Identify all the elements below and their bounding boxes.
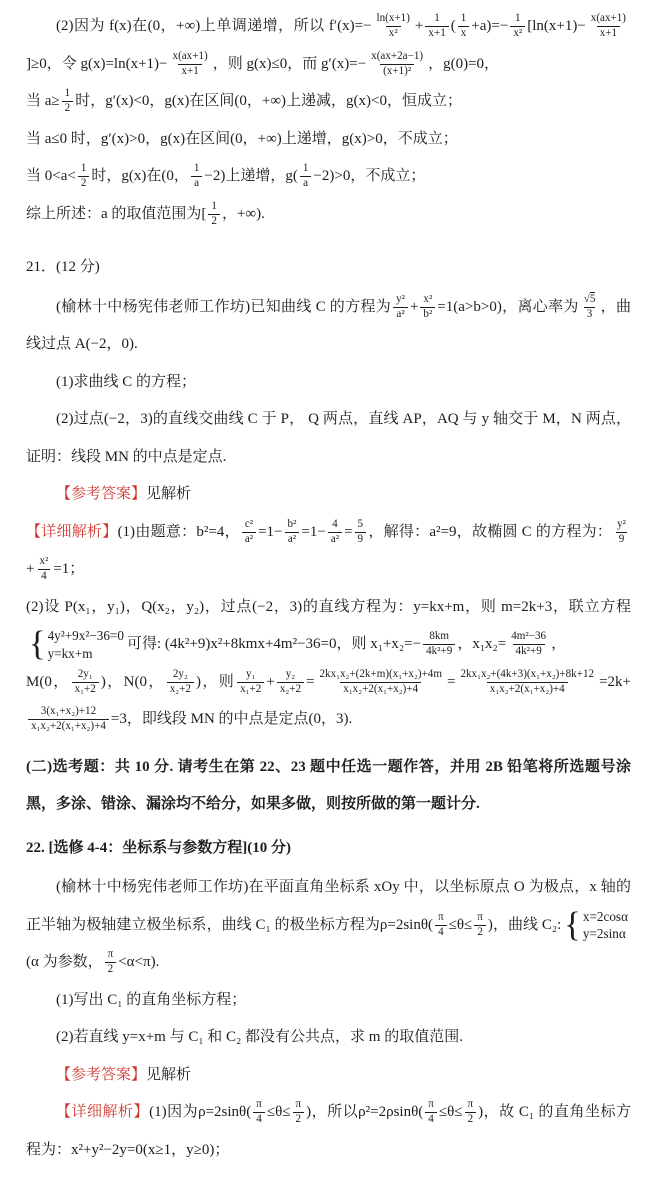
text-run: )，曲线 C₂: [487,916,562,933]
text-run: )，故 C₁ 的直角坐标方程为：x²+y²−2y=0(x≥1，y≥0)； [26,1104,631,1158]
fraction: $\frac{\pi}{2}$ [465,1098,477,1127]
cases-system [564,905,628,944]
text-run: M(0， [26,673,70,690]
text-run: )，所以ρ²=2ρsinθ( [306,1104,424,1120]
q21-analysis-p1 [26,514,631,589]
fraction: $\frac{\text{c²}}{\text{a²}}$ [242,518,256,547]
fraction: $\frac{\text{x²}}{4}$ [39,555,49,583]
fraction: $\frac{5}{9}$ [355,518,367,547]
text-run: ≤θ≤ [448,916,473,933]
fraction: $\frac{\text{2kx₁x₂+(4k+3)(x₁+x₂)+8k+12}}{\text{x₁x₂+2(x₁+x₂)+4}}$ [460,667,595,695]
text-run: 当 a≥ [26,93,60,109]
fraction: $\frac{1}{\text{x²}}$ [510,12,525,41]
fraction: $\frac{x(ax+2a-1)}{\text{(x+1)²}}$ [371,49,424,77]
fraction: $\frac{1}{a}$ [191,162,203,191]
text-run: 时，g(x)在(0， [91,168,189,184]
text-run: = [306,673,315,690]
text-run: + [266,673,275,690]
fraction: $\frac{8km}{\text{4k²+9}}$ [423,630,455,659]
fraction: $\frac{\pi}{2}$ [474,911,486,940]
fraction: $\frac{\pi}{4}$ [425,1098,437,1127]
cases-system [29,625,124,664]
fraction: $\frac{√5}{3}$ [583,292,596,320]
text-run: ≤θ≤ [438,1104,463,1120]
text-run: 见解析 [146,1066,192,1083]
answer-label: 【参考答案】 [56,486,147,502]
fraction: $\frac{1}{2}$ [208,200,220,229]
text-run: =1； [53,561,85,577]
fraction: $\frac{1}{x}$ [458,12,470,41]
fraction: $\frac{1}{x+1}$ [425,12,448,41]
text-run: (1)求曲线 C 的方程； [56,373,196,390]
text-run: ，+∞). [221,205,265,222]
case-a-le-zero [26,121,631,159]
text-run: (1)因为ρ=2sinθ( [149,1104,252,1120]
text-run: + [414,18,424,34]
text-run: 21．(12 分) [26,259,100,275]
fraction: $\frac{\text{2y₂}}{\text{x₂+2}}$ [167,668,194,697]
cases-row: y=kx+m [47,645,93,661]
text-run: ≤θ≤ [266,1104,291,1120]
text-run: )，N(0， [100,673,165,690]
text-run: ， [551,636,567,652]
fraction: $\frac{4}{\text{a²}}$ [328,518,342,547]
fraction: $\frac{1}{a}$ [300,162,312,191]
cases-row: y=2sinα [582,926,626,942]
fraction: $\frac{\text{y₁}}{\text{x₁+2}}$ [237,668,264,697]
text-run: (2)过点(−2，3)的直线交曲线 C 于 P， Q 两点，直线 AP，AQ 与 y 轴交于 M，N 两点，证明：线段 MN 的中点是定点. [26,411,631,465]
q21-analysis-p3 [26,664,631,739]
cases-row: 4y²+9x²−36=0 [47,628,124,644]
conclusion-range [26,196,631,234]
q22-stem [26,869,631,982]
text-run: ( [450,18,456,34]
text-run: (2)若直线 y=x+m 与 C₁ 和 C₂ 都没有公共点，求 m 的取值范围. [56,1029,463,1045]
fraction: $\frac{\pi}{2}$ [105,948,117,977]
text-run: 当 a≤0 时，g′(x)>0，g(x)在区间(0，+∞)上递增，g(x)>0，不成立； [26,130,458,147]
text-run: ，解得：a²=9，故椭圆 C 的方程为： [368,523,613,540]
text-run: −2)>0，不成立； [313,168,426,184]
text-run: =1(a>b>0)，离心率为 [437,298,579,315]
fraction: $\frac{\text{2kx₁x₂+(2k+m)(x₁+x₂)+4m}}{\text{x₁x₂+2(x₁+x₂)+4}}$ [319,667,442,695]
q21-part1 [26,364,631,402]
fraction: $\frac{\pi}{2}$ [293,1098,305,1127]
document-body [26,8,631,1169]
sol20-part2 [26,8,631,83]
text-run: (1)由题意：b²=4， [117,523,240,540]
fraction: $\frac{\text{2y₁}}{\text{x₁+2}}$ [72,668,99,697]
text-run: ，曲线过点 A(−2，0). [26,298,631,352]
cases-row: x=2cosα [582,908,628,924]
text-run: =1− [258,523,283,540]
fraction: $\frac{1}{2}$ [62,87,74,116]
q21-number [26,249,631,287]
left-brace: { [564,905,581,944]
text-run: +a)=− [471,18,509,34]
text-run: (1)写出 C₁ 的直角坐标方程； [56,991,247,1008]
text-run: (α 为参数， [26,954,103,970]
left-brace: { [29,625,46,664]
text-run: 时，g′(x)<0，g(x)在区间(0，+∞)上递减，g(x)<0，恒成立； [75,93,463,109]
answer-label: 【详细解析】 [26,523,118,540]
fraction: $\frac{\text{x²}}{\text{b²}}$ [420,293,435,322]
answer-label: 【详细解析】 [56,1104,150,1120]
q21-ref-answer [26,476,631,514]
case-a-between [26,158,631,196]
q22-analysis-p1 [26,1094,631,1169]
q22-part2 [26,1019,631,1057]
text-run: 可得: (4k²+9)x²+8kmx+4m²−36=0，则 x₁+x₂=− [126,636,422,652]
q21-stem [26,289,631,364]
text-run: = [344,523,353,540]
fraction: $\frac{\text{y₂}}{\text{x₂+2}}$ [277,668,304,697]
q22-number [26,830,631,868]
fraction: $\frac{\text{4m²−36}}{\text{4k²+9}}$ [511,630,547,658]
fraction: $\frac{\text{y²}}{9}$ [617,517,626,545]
text-run: + [409,298,419,315]
q21-part2 [26,401,631,476]
q21-analysis-p2 [26,589,631,664]
q22-part1 [26,982,631,1020]
fraction: $\frac{\text{y²}}{\text{a²}}$ [393,293,408,322]
text-run: (二)选考题：共 10 分. 请考生在第 22、23 题中任选一题作答，并用 2B 铅笔将所选题号涂黑，多涂、错涂、漏涂均不给分，如果多做，则按所做的第一题计分. [26,758,631,812]
text-run: <α<π). [118,954,160,970]
text-run: =2k+ [599,673,631,690]
text-run: =3，即线段 MN 的中点是定点(0，3). [110,711,353,727]
text-run: + [26,561,35,577]
q22-ref-answer [26,1057,631,1095]
text-run: 当 0<a< [26,168,76,184]
text-run: ，g(0)=0， [428,55,500,72]
text-run: ，则 g(x)≤0，而 g′(x)=− [212,55,367,72]
text-run: =1− [301,523,326,540]
fraction: $\frac{x(ax+1)}{x+1}$ [172,49,208,77]
text-run: (榆林十中杨宪伟老师工作坊)在平面直角坐标系 xOy 中，以坐标原点 O 为极点，x 轴的正半轴为极轴建立极坐标系，曲线 C₁ 的极坐标方程为ρ=2sinθ( [26,879,631,933]
fraction: $\frac{\text{b²}}{\text{a²}}$ [285,518,300,547]
answer-label: 【参考答案】 [56,1066,147,1083]
text-run: ]≥0，令 g(x)=ln(x+1)− [26,55,168,72]
text-run: [ln(x+1)− [527,18,586,34]
text-run: 22. [选修 4-4：坐标系与参数方程](10 分) [26,839,291,856]
text-run: (榆林十中杨宪伟老师工作坊)已知曲线 C 的方程为 [56,298,392,315]
text-run: (2)因为 f(x)在(0，+∞)上单调递增，所以 f′(x)=− [56,18,372,34]
text-run: 综上所述：a 的取值范围为[ [26,205,207,222]
fraction: $\frac{\pi}{4}$ [435,911,447,940]
text-run: (2)设 P(x₁，y₁)，Q(x₂，y₂)，过点(−2，3)的直线方程为：y=kx+m，则 m=2k+3，联立方程 [26,598,631,615]
fraction: $\frac{\text{3(x₁+x₂)+12}}{\text{x₁x₂+2(x₁+x₂)+4}}$ [28,705,109,734]
select-note [26,749,631,824]
text-run: 见解析 [146,486,192,502]
case-a-ge-half [26,83,631,121]
fraction: $\frac{x(ax+1)}{x+1}$ [590,12,626,40]
fraction: $\frac{1}{2}$ [78,162,90,191]
text-run: = [446,673,456,690]
fraction: $\frac{\pi}{4}$ [253,1098,265,1127]
text-run: ，x₁x₂= [457,636,507,652]
fraction: $\frac{\ln(x+1)}{\text{x²}}$ [376,12,410,40]
text-run: −2)上递增，g( [204,168,298,184]
text-run: )，则 [195,673,236,690]
